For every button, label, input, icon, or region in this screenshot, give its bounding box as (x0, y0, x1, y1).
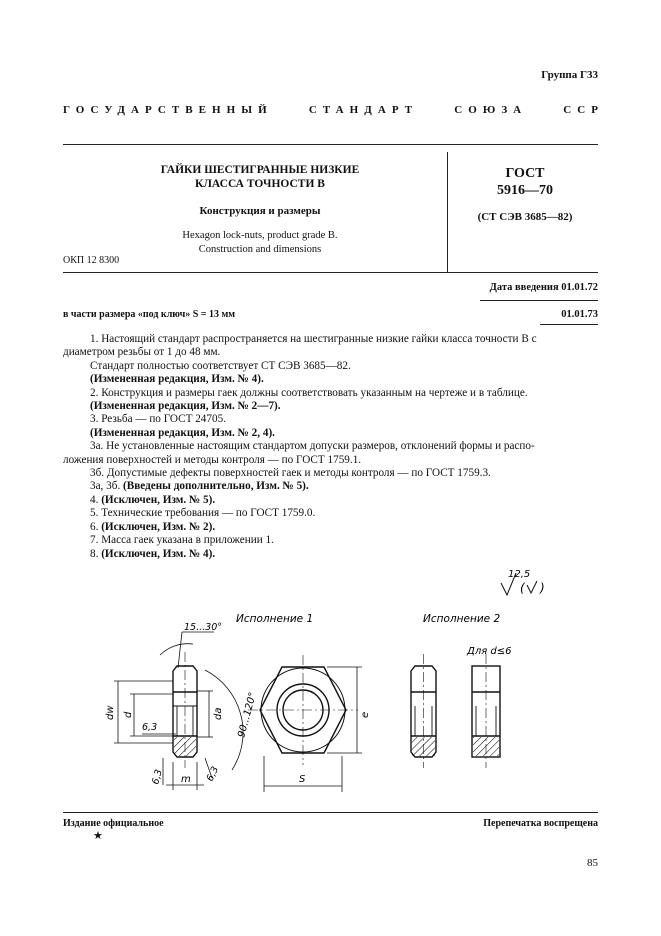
roughness-label-3: 6,3 (204, 764, 222, 784)
intro-date-label: Дата введения (489, 282, 559, 293)
document-subtitle: Конструкция и размеры (199, 205, 321, 217)
amendment-3ab-number: 3а, 3б. (90, 480, 124, 493)
amendment-3: (Измененная редакция, Изм. № 2, 4). (90, 426, 275, 439)
version-2-label: Исполнение 2 (423, 613, 501, 625)
banner-word-1: ГОСУДАРСТВЕННЫЙ (63, 104, 273, 116)
clause-8 (90, 548, 598, 561)
clause-6-number: 6. (90, 520, 102, 533)
page-number: 85 (587, 857, 598, 869)
intro-date (490, 282, 598, 293)
roughness-value: 12,5 (508, 569, 531, 580)
title-line-1: ГАЙКИ ШЕСТИГРАННЫЕ НИЗКИЕ (160, 164, 360, 176)
clause-7: 7. Масса гаек указана в приложении 1. (90, 534, 274, 547)
roughness-label-2: 6,3 (150, 768, 165, 786)
gost-label: ГОСТ (505, 166, 545, 181)
clause-4-text: (Исключен, Изм. № 5). (101, 493, 216, 506)
nut-front-view (248, 655, 358, 765)
amendment-3ab (90, 480, 598, 493)
dim-d: d (123, 711, 134, 718)
clause-6-text: (Исключен, Изм. № 2). (101, 520, 216, 533)
intro-date-value: 01.01.72 (561, 282, 598, 293)
banner-word-3: СОЮЗА (454, 104, 528, 116)
banner-word-4: ССР (563, 104, 605, 116)
standard-body (63, 333, 598, 561)
dim-dw: dw (105, 705, 116, 720)
roughness-label-1: 6,3 (142, 722, 158, 733)
english-title-line-1: Hexagon lock-nuts, product grade B. (182, 230, 338, 241)
dim-angle: 90...120° (236, 691, 259, 739)
technical-drawing (0, 560, 661, 800)
clause-3a-line1: 3а. Не установленные настоящим стандартом допуски размеров, отклонений формы и распо- (90, 440, 535, 453)
gost-code: 5916—70 (497, 183, 553, 198)
clause-4-number: 4. (90, 493, 102, 506)
gost-number (460, 165, 590, 199)
divider-footer (63, 812, 598, 813)
clause-6 (90, 521, 598, 534)
clause-1a: 1. Настоящий стандарт распространяется на шестигранные низкие гайки класса точности В с (90, 333, 537, 345)
reprint-prohibited: Перепечатка воспрещена (483, 818, 598, 829)
group-code: Группа Г33 (541, 69, 598, 81)
amendment-1: (Измененная редакция, Изм. № 4). (90, 373, 264, 386)
official-edition: Издание официальное (63, 818, 164, 829)
title-line-2: КЛАССА ТОЧНОСТИ В (195, 178, 325, 190)
st-sev-ref: (СТ СЭВ 3685—82) (477, 211, 573, 223)
amendment-3ab-text: (Введены дополнительно, Изм. № 5). (123, 480, 309, 493)
dim-s: S (299, 774, 306, 785)
divider-top (63, 144, 598, 145)
nut-side-view-2 (411, 654, 436, 768)
part-date-value: 01.01.73 (561, 309, 598, 320)
dim-e: e (360, 711, 371, 718)
amendment-2: (Измененная редакция, Изм. № 2—7). (90, 400, 281, 413)
clause-1-note: Стандарт полностью соответствует СТ СЭВ 3685—82. (90, 359, 351, 372)
dim-da: da (213, 707, 224, 720)
clause-8-number: 8. (90, 547, 102, 560)
okp-code: ОКП 12 8300 (63, 255, 120, 266)
document-title (140, 163, 380, 191)
clause-1b: диаметром резьбы от 1 до 48 мм. (63, 346, 221, 359)
clause-3a-line2: ложения поверхностей и методы контроля — по ГОСТ 1759.1. (63, 453, 362, 466)
clause-4 (90, 494, 598, 507)
condition-d6-label: Для d≤6 (467, 646, 512, 657)
clause-3: 3. Резьба — по ГОСТ 24705. (90, 413, 226, 426)
clause-8-text: (Исключен, Изм. № 4). (101, 547, 216, 560)
clause-5: 5. Технические требования — по ГОСТ 1759.0. (90, 507, 316, 520)
roughness-paren-close: ) (540, 581, 545, 595)
star-mark: ★ (93, 830, 103, 842)
banner-word-2: СТАНДАРТ (308, 104, 419, 116)
dim-m: m (181, 774, 191, 785)
nut-side-view-1 (173, 652, 197, 768)
divider-header-bottom (63, 272, 598, 273)
english-title (140, 229, 380, 257)
english-title-line-2: Construction and dimensions (198, 244, 322, 255)
divider-date (480, 300, 598, 301)
clause-2: 2. Конструкция и размеры гаек должны соответствовать указанным на чертеже и в таблице. (90, 386, 528, 399)
version-1-label: Исполнение 1 (236, 613, 314, 625)
roughness-paren-open: ( (520, 581, 525, 595)
part-date-label: в части размера «под ключ» S = 13 мм (63, 309, 236, 320)
chamfer-angle-label: 15...30° (184, 622, 222, 633)
clause-3b: 3б. Допустимые дефекты поверхностей гаек и методы контроля — по ГОСТ 1759.3. (90, 467, 491, 480)
nut-side-view-small (472, 654, 500, 768)
standard-banner (63, 104, 605, 116)
divider-part-date (540, 324, 598, 325)
roughness-symbol (501, 569, 545, 595)
